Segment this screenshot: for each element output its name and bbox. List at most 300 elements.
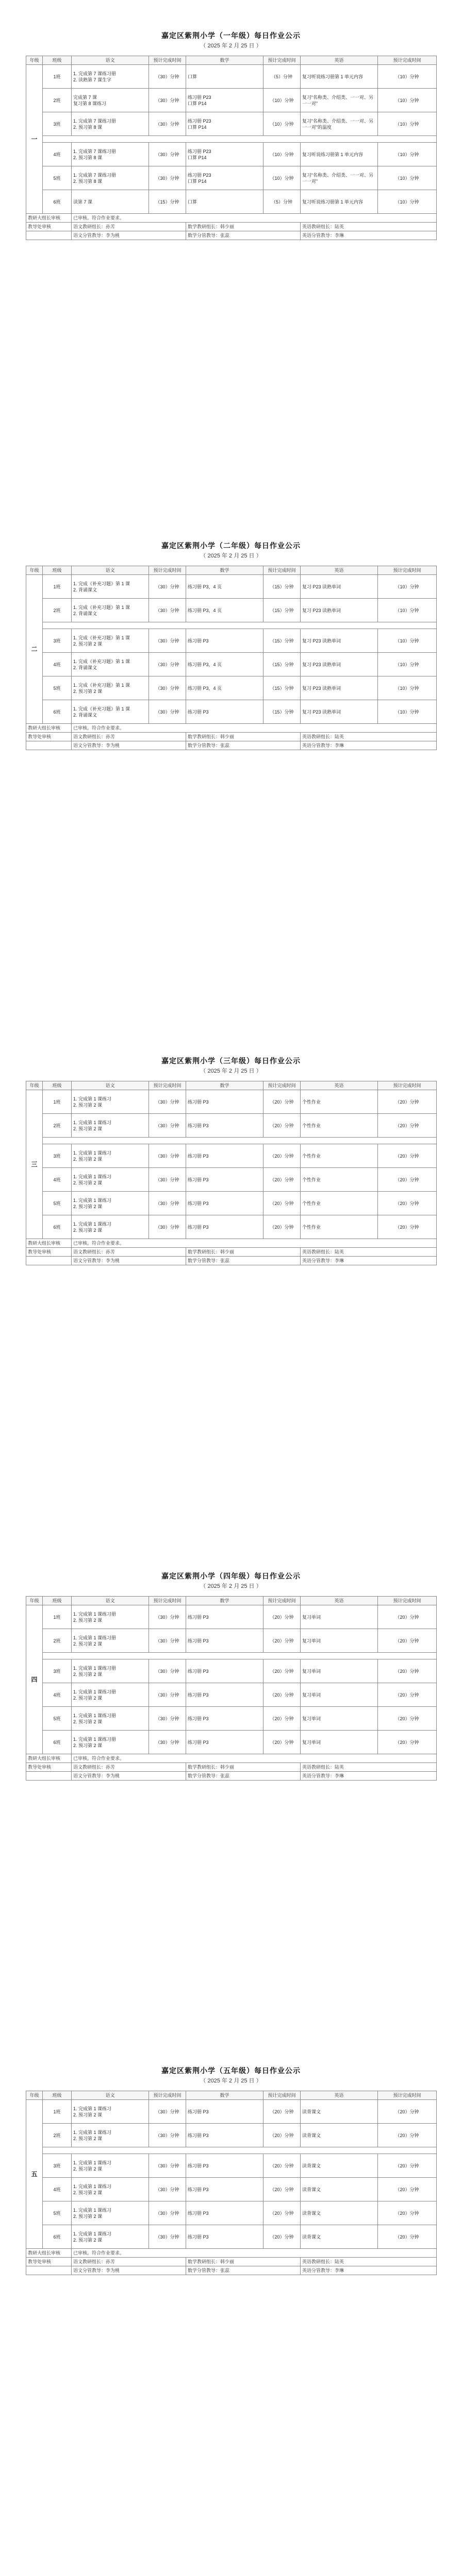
chinese-cell: 1. 完成第 1 课练习 2. 预习第 2 课 — [72, 1215, 149, 1239]
table-row — [26, 1144, 437, 1168]
class-cell: 3班 — [43, 112, 72, 136]
review-approved: 已审核。符合作业要求。 — [72, 2249, 437, 2258]
chinese-cell: 1. 完成第 7 课练习册 2. 预习第 8 课 — [72, 166, 149, 190]
math-time-cell: （20）分钟 — [263, 1090, 301, 1114]
class-cell: 3班 — [43, 1144, 72, 1168]
column-header: 预计完成时间 — [149, 1081, 186, 1090]
math-cell: 练习册 P23 口算 P14 — [186, 89, 263, 112]
table-row — [26, 2201, 437, 2225]
math-time-cell: （20）分钟 — [263, 1215, 301, 1239]
english-time-cell: （20）分钟 — [378, 2124, 437, 2147]
math-time-cell: （20）分钟 — [263, 1168, 301, 1192]
math-time-cell: （20）分钟 — [263, 2154, 301, 2178]
group-leader: 语文教研组长：孙芳 — [72, 2258, 186, 2266]
english-cell: 复习 P23 读熟单词 — [301, 653, 378, 676]
review-row — [26, 214, 437, 223]
class-cell: 1班 — [43, 2100, 72, 2124]
column-header: 数学 — [186, 566, 263, 575]
class-cell: 1班 — [43, 65, 72, 89]
chinese-cell: 1. 完成第 1 课练习册 2. 预习第 2 课 — [72, 1629, 149, 1653]
english-cell: 复习单词 — [301, 1683, 378, 1707]
math-cell: 练习册 P3 — [186, 700, 263, 724]
column-header: 语文 — [72, 56, 149, 65]
section-date: （ 2025 年 2 月 25 日 ） — [200, 1583, 262, 1589]
chinese-cell: 1. 完成第 1 课练习册 2. 预习第 2 课 — [72, 1731, 149, 1754]
section-grade-2 — [26, 540, 436, 750]
review-label: 教研大组长审核 — [26, 1239, 72, 1248]
math-cell: 练习册 P3，4 页 — [186, 599, 263, 622]
chinese-cell: 1. 完成第 1 课练习 2. 预习第 2 课 — [72, 1144, 149, 1168]
class-cell: 1班 — [43, 1605, 72, 1629]
leaders-row — [26, 733, 437, 741]
chinese-cell: 1. 完成第 1 课练习册 2. 预习第 2 课 — [72, 1659, 149, 1683]
section-grade-4 — [26, 1570, 436, 1781]
math-cell: 练习册 P3 — [186, 1683, 263, 1707]
mentors-row — [26, 1257, 437, 1265]
math-time-cell: （15）分钟 — [263, 700, 301, 724]
homework-table — [26, 2091, 437, 2275]
group-leader: 语文教研组长：孙芳 — [72, 1763, 186, 1772]
subject-mentor: 数学分管教导：张蕊 — [186, 231, 301, 240]
chinese-cell: 1. 完成《补充习题》第 1 课 2. 背诵课文 — [72, 653, 149, 676]
math-time-cell: （10）分钟 — [263, 112, 301, 136]
group-gap — [26, 136, 437, 143]
english-cell: 复习 P23 读熟单词 — [301, 676, 378, 700]
math-time-cell: （10）分钟 — [263, 89, 301, 112]
column-header: 预计完成时间 — [263, 2091, 301, 2100]
class-cell: 6班 — [43, 1731, 72, 1754]
class-cell: 6班 — [43, 190, 72, 214]
group-leader: 英语教研组长：陆英 — [301, 223, 437, 231]
table-row — [26, 1731, 437, 1754]
class-cell: 1班 — [43, 575, 72, 599]
grade-cell: 三 — [26, 1090, 43, 1239]
math-time-cell: （10）分钟 — [263, 166, 301, 190]
class-cell: 4班 — [43, 143, 72, 166]
math-time-cell: （5）分钟 — [263, 65, 301, 89]
english-cell: 复习 P23 读熟单词 — [301, 700, 378, 724]
section-date: （ 2025 年 2 月 25 日 ） — [200, 1068, 262, 1074]
chinese-time-cell: （30）分钟 — [149, 1168, 186, 1192]
table-row — [26, 575, 437, 599]
group-leader: 英语教研组长：陆英 — [301, 733, 437, 741]
english-cell: 复习 P23 读熟单词 — [301, 629, 378, 653]
english-cell: 个性作业 — [301, 1090, 378, 1114]
class-cell: 3班 — [43, 1659, 72, 1683]
class-cell: 1班 — [43, 1090, 72, 1114]
math-cell: 练习册 P3 — [186, 2178, 263, 2201]
class-cell: 2班 — [43, 599, 72, 622]
chinese-cell: 1. 完成第 1 课练习 2. 预习第 2 课 — [72, 1168, 149, 1192]
mentors-row — [26, 231, 437, 240]
column-header: 预计完成时间 — [263, 1081, 301, 1090]
table-row — [26, 2225, 437, 2249]
math-cell: 练习册 P3 — [186, 2100, 263, 2124]
review-row — [26, 1239, 437, 1248]
chinese-time-cell: （30）分钟 — [149, 112, 186, 136]
math-time-cell: （20）分钟 — [263, 1192, 301, 1215]
principal-label: 教导处审核 — [26, 2258, 72, 2266]
math-time-cell: （20）分钟 — [263, 1707, 301, 1731]
principal-label: 教导处审核 — [26, 223, 72, 231]
column-header: 英语 — [301, 56, 378, 65]
chinese-time-cell: （30）分钟 — [149, 1090, 186, 1114]
class-cell: 2班 — [43, 1114, 72, 1138]
column-header: 年级 — [26, 1081, 43, 1090]
english-time-cell: （20）分钟 — [378, 1168, 437, 1192]
english-time-cell: （10）分钟 — [378, 89, 437, 112]
english-time-cell: （20）分钟 — [378, 2178, 437, 2201]
chinese-time-cell: （30）分钟 — [149, 575, 186, 599]
math-time-cell: （20）分钟 — [263, 1144, 301, 1168]
math-time-cell: （5）分钟 — [263, 190, 301, 214]
math-time-cell: （20）分钟 — [263, 1731, 301, 1754]
column-header: 班级 — [43, 2091, 72, 2100]
chinese-time-cell: （30）分钟 — [149, 2178, 186, 2201]
column-header: 数学 — [186, 56, 263, 65]
header-row — [26, 56, 437, 65]
chinese-cell: 1. 完成第 1 课练习 2. 预习第 2 课 — [72, 1090, 149, 1114]
english-time-cell: （20）分钟 — [378, 2100, 437, 2124]
review-approved: 已审核。符合作业要求。 — [72, 214, 437, 223]
section-grade-5 — [26, 2065, 436, 2275]
table-row — [26, 166, 437, 190]
subject-mentor: 语文分管教导：李为桃 — [72, 1257, 186, 1265]
math-time-cell: （15）分钟 — [263, 575, 301, 599]
chinese-time-cell: （30）分钟 — [149, 2100, 186, 2124]
column-header: 预计完成时间 — [378, 56, 437, 65]
math-time-cell: （15）分钟 — [263, 653, 301, 676]
column-header: 班级 — [43, 1597, 72, 1605]
mentors-row — [26, 1772, 437, 1781]
english-cell: 读背课文 — [301, 2154, 378, 2178]
table-row — [26, 1192, 437, 1215]
class-cell: 5班 — [43, 1192, 72, 1215]
chinese-time-cell: （30）分钟 — [149, 2124, 186, 2147]
group-leader: 语文教研组长：孙芳 — [72, 223, 186, 231]
table-row — [26, 1605, 437, 1629]
chinese-time-cell: （30）分钟 — [149, 676, 186, 700]
math-time-cell: （15）分钟 — [263, 676, 301, 700]
english-cell: 个性作业 — [301, 1168, 378, 1192]
math-cell: 练习册 P3，4 页 — [186, 653, 263, 676]
math-cell: 口算 — [186, 65, 263, 89]
group-gap — [26, 1653, 437, 1659]
english-time-cell: （20）分钟 — [378, 1731, 437, 1754]
class-cell: 4班 — [43, 1683, 72, 1707]
english-cell: 复习单词 — [301, 1707, 378, 1731]
table-row — [26, 599, 437, 622]
homework-table — [26, 56, 437, 240]
math-cell: 练习册 P3 — [186, 1144, 263, 1168]
column-header: 预计完成时间 — [378, 566, 437, 575]
subject-mentor: 语文分管教导：李为桃 — [72, 2266, 186, 2275]
group-gap — [26, 622, 437, 629]
chinese-cell: 1. 完成第 1 课练习 2. 预习第 2 课 — [72, 2154, 149, 2178]
chinese-cell: 1. 完成《补充习题》第 1 课 2. 背诵课文 — [72, 575, 149, 599]
math-cell: 练习册 P3 — [186, 2225, 263, 2249]
homework-table — [26, 1596, 437, 1781]
column-header: 预计完成时间 — [263, 1597, 301, 1605]
group-leader: 英语教研组长：陆英 — [301, 1763, 437, 1772]
math-time-cell: （20）分钟 — [263, 2178, 301, 2201]
math-time-cell: （20）分钟 — [263, 2201, 301, 2225]
review-label: 教研大组长审核 — [26, 724, 72, 733]
chinese-time-cell: （30）分钟 — [149, 1629, 186, 1653]
principal-label: 教导处审核 — [26, 1248, 72, 1257]
column-header: 数学 — [186, 1597, 263, 1605]
english-cell: 读背课文 — [301, 2100, 378, 2124]
section-title: 嘉定区紫荆小学（四年级）每日作业公示 — [161, 1572, 301, 1580]
chinese-cell: 读第 7 课 — [72, 190, 149, 214]
math-time-cell: （20）分钟 — [263, 1629, 301, 1653]
math-time-cell: （20）分钟 — [263, 1605, 301, 1629]
chinese-time-cell: （30）分钟 — [149, 1731, 186, 1754]
chinese-time-cell: （30）分钟 — [149, 1683, 186, 1707]
chinese-cell: 1. 完成第 1 课练习 2. 预习第 2 课 — [72, 1114, 149, 1138]
math-cell: 练习册 P3 — [186, 1731, 263, 1754]
english-cell: 复习单词 — [301, 1629, 378, 1653]
english-time-cell: （20）分钟 — [378, 2154, 437, 2178]
group-leader: 语文教研组长：孙芳 — [72, 1248, 186, 1257]
chinese-time-cell: （30）分钟 — [149, 700, 186, 724]
english-cell: 读背课文 — [301, 2201, 378, 2225]
group-leader: 数学教研组长：韩少丽 — [186, 2258, 301, 2266]
chinese-time-cell: （30）分钟 — [149, 599, 186, 622]
chinese-time-cell: （30）分钟 — [149, 1659, 186, 1683]
column-header: 预计完成时间 — [149, 56, 186, 65]
english-time-cell: （20）分钟 — [378, 1114, 437, 1138]
table-row — [26, 190, 437, 214]
english-cell: 读背课文 — [301, 2225, 378, 2249]
math-cell: 练习册 P3 — [186, 1707, 263, 1731]
subject-mentor: 数学分管教导：张蕊 — [186, 1772, 301, 1781]
english-time-cell: （20）分钟 — [378, 1090, 437, 1114]
math-time-cell: （15）分钟 — [263, 599, 301, 622]
english-time-cell: （10）分钟 — [378, 676, 437, 700]
header-row — [26, 1081, 437, 1090]
section-title: 嘉定区紫荆小学（一年级）每日作业公示 — [161, 31, 301, 40]
review-approved: 已审核。符合作业要求。 — [72, 724, 437, 733]
english-cell: 复习单词 — [301, 1731, 378, 1754]
english-time-cell: （10）分钟 — [378, 112, 437, 136]
chinese-time-cell: （30）分钟 — [149, 1707, 186, 1731]
section-title: 嘉定区紫荆小学（五年级）每日作业公示 — [161, 2066, 301, 2075]
math-cell: 练习册 P23 口算 P14 — [186, 166, 263, 190]
homework-table — [26, 566, 437, 750]
class-cell: 5班 — [43, 1707, 72, 1731]
column-header: 语文 — [72, 1081, 149, 1090]
chinese-cell: 1. 完成《补充习题》第 1 课 2. 预习第 2 课 — [72, 629, 149, 653]
math-cell: 练习册 P3 — [186, 1659, 263, 1683]
column-header: 年级 — [26, 56, 43, 65]
table-row — [26, 2124, 437, 2147]
class-cell: 6班 — [43, 2225, 72, 2249]
table-row — [26, 653, 437, 676]
group-leader: 数学教研组长：韩少丽 — [186, 733, 301, 741]
review-row — [26, 724, 437, 733]
chinese-cell: 1. 完成第 1 课练习 2. 预习第 2 课 — [72, 2201, 149, 2225]
table-row — [26, 1114, 437, 1138]
chinese-cell: 1. 完成第 1 课练习 2. 预习第 2 课 — [72, 2178, 149, 2201]
column-header: 预计完成时间 — [378, 2091, 437, 2100]
chinese-cell: 1. 完成第 1 课练习 2. 预习第 2 课 — [72, 2124, 149, 2147]
class-cell: 4班 — [43, 2178, 72, 2201]
table-row — [26, 2100, 437, 2124]
chinese-time-cell: （30）分钟 — [149, 2201, 186, 2225]
subject-mentor: 数学分管教导：张蕊 — [186, 1257, 301, 1265]
column-header: 语文 — [72, 2091, 149, 2100]
math-time-cell: （20）分钟 — [263, 1659, 301, 1683]
principal-label: 教导处审核 — [26, 733, 72, 741]
class-cell: 5班 — [43, 676, 72, 700]
chinese-time-cell: （30）分钟 — [149, 629, 186, 653]
class-cell: 2班 — [43, 2124, 72, 2147]
column-header: 数学 — [186, 2091, 263, 2100]
table-row — [26, 1215, 437, 1239]
table-row — [26, 89, 437, 112]
leaders-row — [26, 223, 437, 231]
english-cell: 复习听说练习册第 1 单元内容 — [301, 65, 378, 89]
group-gap — [26, 1138, 437, 1144]
math-time-cell: （15）分钟 — [263, 629, 301, 653]
table-row — [26, 700, 437, 724]
chinese-time-cell: （30）分钟 — [149, 89, 186, 112]
chinese-cell: 1. 完成第 7 课练习册 2. 预习第 8 课 — [72, 143, 149, 166]
english-cell: 复习 P23 读熟单词 — [301, 599, 378, 622]
column-header: 语文 — [72, 1597, 149, 1605]
math-cell: 练习册 P3 — [186, 629, 263, 653]
chinese-cell: 1. 完成《补充习题》第 1 课 2. 背诵课文 — [72, 700, 149, 724]
leaders-row — [26, 1248, 437, 1257]
review-row — [26, 1754, 437, 1763]
chinese-cell: 1. 完成《补充习题》第 1 课 2. 背诵课文 — [72, 599, 149, 622]
english-time-cell: （20）分钟 — [378, 1215, 437, 1239]
english-cell: 个性作业 — [301, 1144, 378, 1168]
subject-mentor: 英语分管教导：李琳 — [301, 1772, 437, 1781]
column-header: 班级 — [43, 56, 72, 65]
subject-mentor: 数学分管教导：张蕊 — [186, 741, 301, 750]
column-header: 语文 — [72, 566, 149, 575]
column-header: 预计完成时间 — [149, 1597, 186, 1605]
class-cell: 3班 — [43, 629, 72, 653]
table-row — [26, 1659, 437, 1683]
header-row — [26, 2091, 437, 2100]
math-time-cell: （20）分钟 — [263, 1114, 301, 1138]
math-time-cell: （20）分钟 — [263, 2124, 301, 2147]
table-row — [26, 1707, 437, 1731]
column-header: 英语 — [301, 1081, 378, 1090]
principal-label: 教导处审核 — [26, 1763, 72, 1772]
english-cell: 个性作业 — [301, 1215, 378, 1239]
column-header: 英语 — [301, 1597, 378, 1605]
math-cell: 练习册 P3 — [186, 1605, 263, 1629]
english-time-cell: （20）分钟 — [378, 2201, 437, 2225]
table-row — [26, 676, 437, 700]
column-header: 预计完成时间 — [378, 1597, 437, 1605]
subject-mentor: 语文分管教导：李为桃 — [72, 1772, 186, 1781]
math-cell: 练习册 P3，4 页 — [186, 575, 263, 599]
english-time-cell: （20）分钟 — [378, 1707, 437, 1731]
english-time-cell: （10）分钟 — [378, 166, 437, 190]
column-header: 年级 — [26, 1597, 43, 1605]
english-time-cell: （20）分钟 — [378, 1144, 437, 1168]
english-time-cell: （20）分钟 — [378, 1605, 437, 1629]
english-time-cell: （10）分钟 — [378, 65, 437, 89]
english-time-cell: （20）分钟 — [378, 1629, 437, 1653]
grade-cell: 二 — [26, 575, 43, 724]
subject-mentor: 数学分管教导：张蕊 — [186, 2266, 301, 2275]
chinese-cell: 1. 完成第 1 课练习册 2. 预习第 2 课 — [72, 1605, 149, 1629]
column-header: 年级 — [26, 2091, 43, 2100]
column-header: 班级 — [43, 566, 72, 575]
header-row — [26, 566, 437, 575]
math-cell: 练习册 P3 — [186, 1168, 263, 1192]
table-row — [26, 1629, 437, 1653]
mentors-row — [26, 741, 437, 750]
section-date: （ 2025 年 2 月 25 日 ） — [200, 43, 262, 49]
chinese-time-cell: （30）分钟 — [149, 1192, 186, 1215]
english-cell: 读背课文 — [301, 2178, 378, 2201]
homework-table — [26, 1081, 437, 1265]
chinese-cell: 1. 完成第 7 课练习册 2. 读熟第 7 课生字 — [72, 65, 149, 89]
class-cell: 6班 — [43, 1215, 72, 1239]
chinese-time-cell: （30）分钟 — [149, 1144, 186, 1168]
class-cell: 5班 — [43, 166, 72, 190]
group-leader: 英语教研组长：陆英 — [301, 1248, 437, 1257]
math-cell: 练习册 P3 — [186, 1090, 263, 1114]
chinese-time-cell: （30）分钟 — [149, 2154, 186, 2178]
column-header: 班级 — [43, 1081, 72, 1090]
english-cell: 复习听说练习册第 1 单元内容 — [301, 143, 378, 166]
math-cell: 练习册 P3 — [186, 1192, 263, 1215]
chinese-time-cell: （15）分钟 — [149, 190, 186, 214]
section-title: 嘉定区紫荆小学（二年级）每日作业公示 — [161, 541, 301, 550]
english-cell: 个性作业 — [301, 1192, 378, 1215]
chinese-cell: 1. 完成第 1 课练习 2. 预习第 2 课 — [72, 2100, 149, 2124]
section-date: （ 2025 年 2 月 25 日 ） — [200, 2078, 262, 2084]
english-cell: 复习单词 — [301, 1659, 378, 1683]
group-leader: 英语教研组长：陆英 — [301, 2258, 437, 2266]
review-label: 教研大组长审核 — [26, 214, 72, 223]
subject-mentor: 语文分管教导：李为桃 — [72, 231, 186, 240]
english-cell: 复习 P23 读熟单词 — [301, 575, 378, 599]
chinese-time-cell: （30）分钟 — [149, 143, 186, 166]
english-cell: 复习听说练习册第 1 单元内容 — [301, 190, 378, 214]
math-cell: 练习册 P23 口算 P14 — [186, 143, 263, 166]
math-cell: 练习册 P3 — [186, 1215, 263, 1239]
chinese-time-cell: （30）分钟 — [149, 1605, 186, 1629]
english-time-cell: （10）分钟 — [378, 700, 437, 724]
section-date: （ 2025 年 2 月 25 日 ） — [200, 553, 262, 559]
subject-mentor: 英语分管教导：李琳 — [301, 1257, 437, 1265]
chinese-time-cell: （30）分钟 — [149, 65, 186, 89]
column-header: 年级 — [26, 566, 43, 575]
math-cell: 口算 — [186, 190, 263, 214]
leaders-row — [26, 2258, 437, 2266]
table-row — [26, 1090, 437, 1114]
math-cell: 练习册 P3 — [186, 2154, 263, 2178]
chinese-time-cell: （30）分钟 — [149, 653, 186, 676]
chinese-time-cell: （30）分钟 — [149, 1114, 186, 1138]
subject-mentor: 语文分管教导：李为桃 — [72, 741, 186, 750]
table-row — [26, 143, 437, 166]
column-header: 预计完成时间 — [149, 2091, 186, 2100]
group-gap — [26, 2147, 437, 2154]
class-cell: 4班 — [43, 653, 72, 676]
review-approved: 已审核。符合作业要求。 — [72, 1754, 437, 1763]
class-cell: 4班 — [43, 1168, 72, 1192]
